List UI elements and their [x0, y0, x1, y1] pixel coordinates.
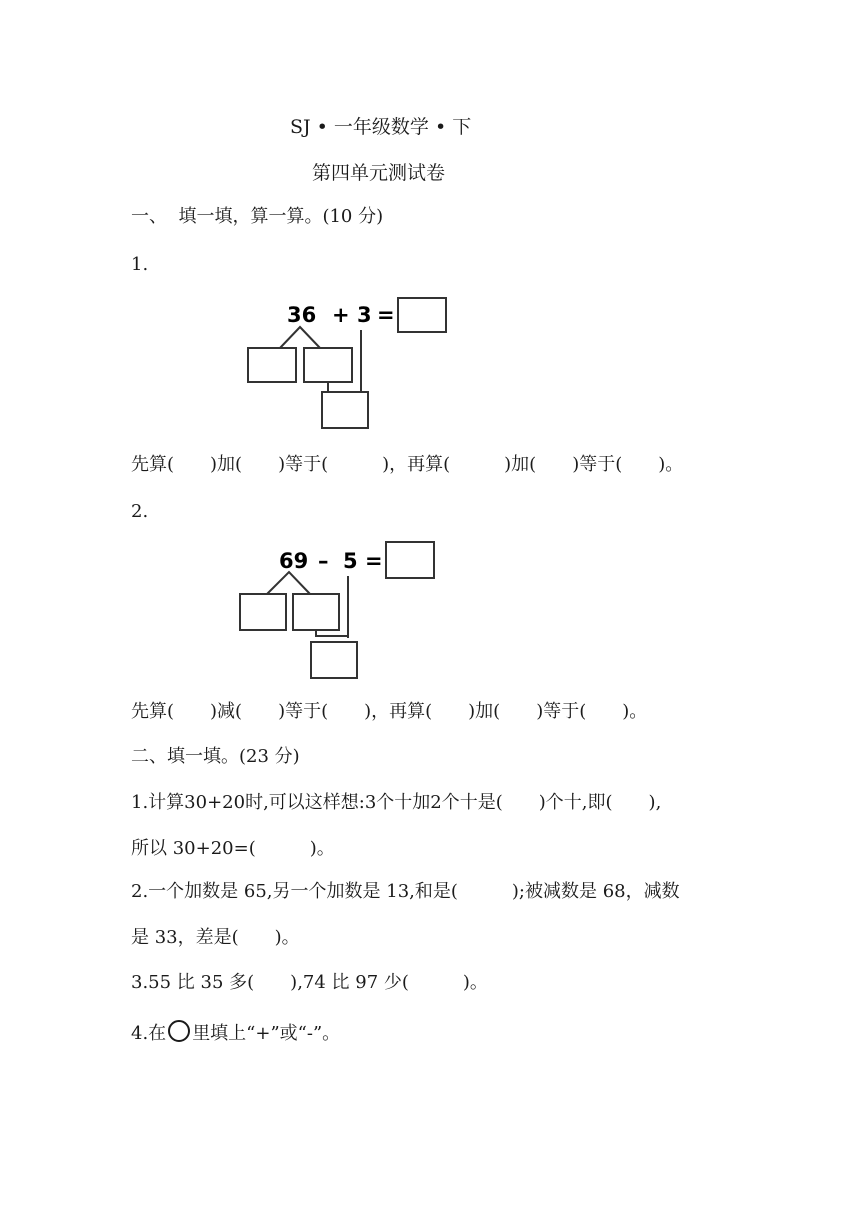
diagram2-left-number: 69: [279, 549, 309, 573]
section2-heading: 二、填一填。(23 分): [131, 746, 300, 767]
question2-label: 2.: [131, 501, 149, 522]
section2-q1-line2: 所以 30+20=( )。: [131, 838, 335, 859]
section2-q2-line1: 2.一个加数是 65,另一个加数是 13,和是( );被减数是 68，减数: [131, 881, 680, 902]
diagram1-operator: +: [332, 303, 350, 327]
section1-heading: 一、 填一填，算一算。(10 分): [131, 206, 384, 227]
question2-fill-text: 先算( )减( )等于( )，再算( )加( )等于( )。: [131, 701, 648, 722]
diagram1-left-number: 36: [287, 303, 317, 327]
diagram2-equals: =: [365, 549, 383, 573]
section2-q4-prefix: 4.在: [131, 1023, 167, 1044]
diagram2-right-number: 5: [343, 549, 358, 573]
diagram1-ones-box[interactable]: [304, 348, 352, 382]
section2-q4-suffix: 里填上“+”或“-”。: [192, 1023, 341, 1044]
diagram2-result-box[interactable]: [386, 542, 434, 578]
diagram2-difference-box[interactable]: [311, 642, 357, 678]
question1-label: 1.: [131, 254, 149, 275]
diagram1-split-lines: [280, 327, 320, 348]
page-subtitle: 第四单元测试卷: [312, 162, 446, 184]
question1-fill-text: 先算( )加( )等于( )，再算( )加( )等于( )。: [131, 454, 684, 475]
diagram1-sum-box[interactable]: [322, 392, 368, 428]
decomposition-diagram-2: [232, 538, 452, 684]
diagram1-tens-box[interactable]: [248, 348, 296, 382]
diagram1-right-number: 3: [357, 303, 372, 327]
section2-q4: [131, 1020, 340, 1043]
diagram2-ones-box[interactable]: [293, 594, 339, 630]
diagram2-tens-box[interactable]: [240, 594, 286, 630]
section2-q3: 3.55 比 35 多( ),74 比 97 少( )。: [131, 972, 488, 993]
diagram1-result-box[interactable]: [398, 298, 446, 332]
circle-icon: [168, 1020, 190, 1042]
page-title: SJ • 一年级数学 • 下: [290, 116, 472, 138]
diagram2-operator: –: [318, 549, 329, 573]
diagram2-split-lines: [267, 572, 310, 594]
decomposition-diagram-1: [240, 292, 460, 434]
section2-q2-line2: 是 33，差是( )。: [131, 927, 300, 948]
diagram1-equals: =: [377, 303, 395, 327]
section2-q1-line1: 1.计算30+20时,可以这样想:3个十加2个十是( )个十,即( ),: [131, 792, 662, 813]
